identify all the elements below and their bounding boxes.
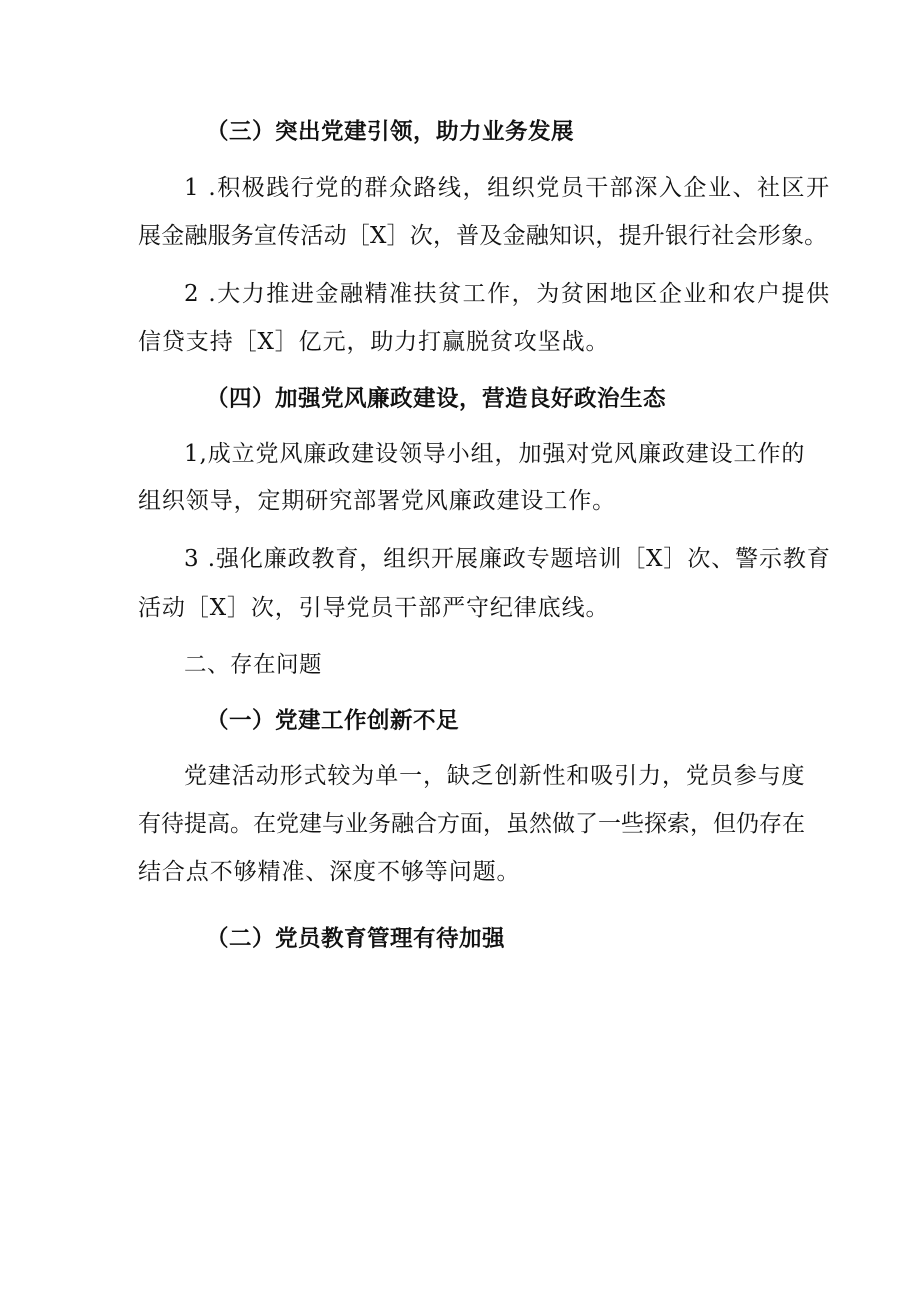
paragraph-2-line-1: 2 .大力推进金融精准扶贫工作，为贫困地区企业和农户提供 [184, 281, 830, 307]
paragraph-4-line-2: 活动［X］次，引导党员干部严守纪律底线。 [138, 595, 610, 621]
paragraph-1-line-2: 展金融服务宣传活动［X］次，普及金融知识，提升银行社会形象。 [138, 223, 828, 249]
section-heading-3: （三）突出党建引领，助力业务发展 [206, 119, 575, 145]
paragraph-5-line-2: 有待提高。在党建与业务融合方面，虽然做了一些探索，但仍存在 [138, 811, 805, 837]
paragraph-5-line-1: 党建活动形式较为单一，缺乏创新性和吸引力，党员参与度 [184, 763, 806, 789]
part-two-heading: 二、存在问题 [184, 652, 323, 678]
subsection-heading-1: （一）党建工作创新不足 [206, 708, 460, 734]
paragraph-5-line-3: 结合点不够精准、深度不够等问题。 [138, 859, 521, 885]
section-heading-4: （四）加强党风廉政建设，营造良好政治生态 [206, 386, 667, 412]
paragraph-4-line-1: 3 .强化廉政教育，组织开展廉政专题培训［X］次、警示教育 [184, 546, 831, 572]
subsection-heading-2: （二）党员教育管理有待加强 [206, 926, 506, 952]
paragraph-2-line-2: 信贷支持［X］亿元，助力打赢脱贫攻坚战。 [138, 329, 610, 355]
paragraph-3-line-1: 1,成立党风廉政建设领导小组，加强对党风廉政建设工作的 [184, 441, 806, 467]
paragraph-1-line-1: 1 .积极践行党的群众路线，组织党员干部深入企业、社区开 [184, 175, 830, 201]
paragraph-3-line-2: 组织领导，定期研究部署党风廉政建设工作。 [138, 488, 616, 514]
